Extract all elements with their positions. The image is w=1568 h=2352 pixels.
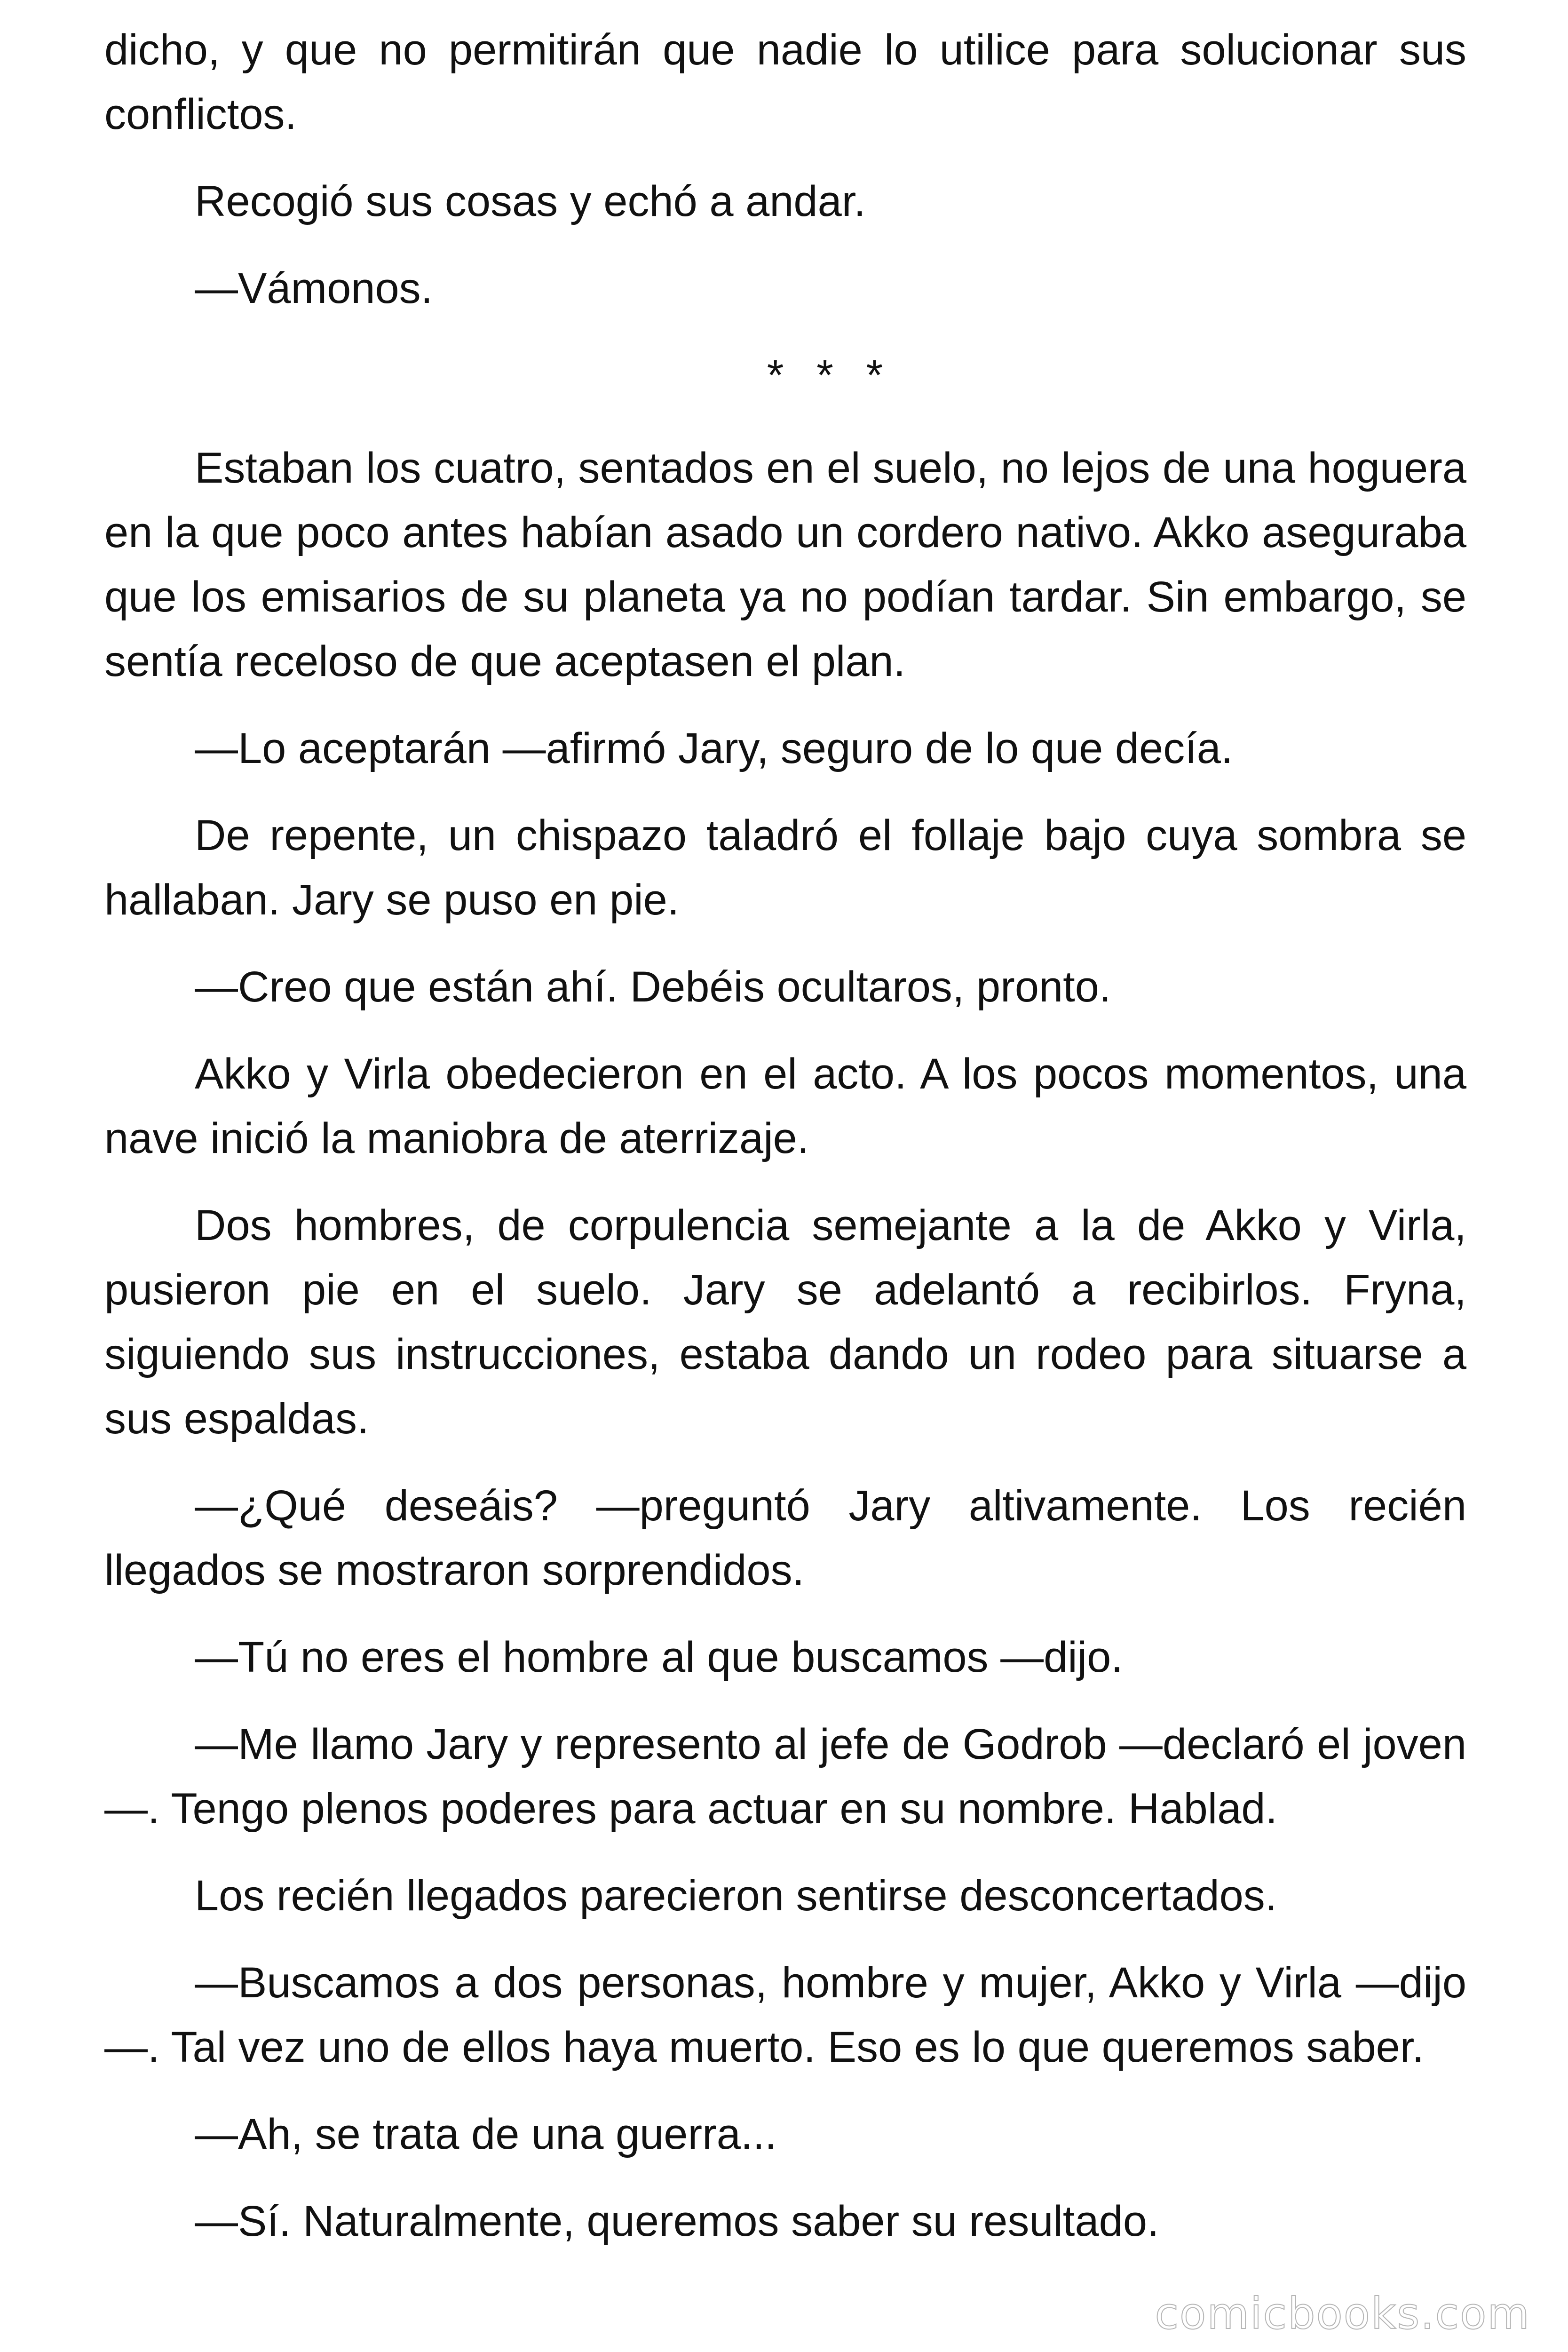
paragraph-continuation: dicho, y que no permitirán que nadie lo utilice para solucionar sus conflictos.: [104, 26, 1466, 138]
dialogue-line: —Tú no eres el hombre al que buscamos —dijo.: [195, 1633, 1123, 1681]
dialogue-line: —Creo que están ahí. Debéis ocultaros, pronto.: [195, 963, 1111, 1011]
paragraph: Akko y Virla obedecieron en el acto. A los pocos momentos, una nave inició la maniobra de aterrizaje.: [104, 1050, 1466, 1162]
paragraph: Dos hombres, de corpulencia semejante a la de Akko y Virla, pusieron pie en el suelo. Jary se adelantó a recibirlos. Fryna, siguiendo sus instrucciones, estaba dando un rodeo para situarse a sus espaldas.: [104, 1201, 1466, 1443]
dialogue-line: —¿Qué deseáis? —preguntó Jary altivamente. Los recién llegados se mostraron sorprendidos.: [104, 1482, 1466, 1594]
section-separator: * * *: [767, 351, 894, 399]
dialogue-line: —Vámonos.: [195, 264, 433, 312]
page-body: [104, 18, 1466, 2276]
paragraph: Recogió sus cosas y echó a andar.: [195, 177, 866, 225]
dialogue-line: —Buscamos a dos personas, hombre y mujer, Akko y Virla —dijo —. Tal vez uno de ellos haya muerto. Eso es lo que queremos saber.: [104, 1959, 1466, 2071]
dialogue-line: —Lo aceptarán —afirmó Jary, seguro de lo que decía.: [195, 724, 1233, 772]
dialogue-line: —Sí. Naturalmente, queremos saber su resultado.: [195, 2197, 1159, 2245]
paragraph: Los recién llegados parecieron sentirse desconcertados.: [195, 1872, 1277, 1920]
dialogue-line: —Me llamo Jary y represento al jefe de Godrob —declaró el joven —. Tengo plenos poderes para actuar en su nombre. Hablad.: [104, 1720, 1466, 1833]
paragraph: De repente, un chispazo taladró el follaje bajo cuya sombra se hallaban. Jary se puso en pie.: [104, 811, 1466, 924]
paragraph: Estaban los cuatro, sentados en el suelo, no lejos de una hoguera en la que poco antes habían asado un cordero nativo. Akko aseguraba que los emisarios de su planeta ya no podían tardar. Sin embargo, se sentía receloso de que aceptasen el plan.: [104, 444, 1466, 685]
dialogue-line: —Ah, se trata de una guerra...: [195, 2110, 777, 2158]
watermark: comicbooks.com: [1155, 2288, 1530, 2339]
